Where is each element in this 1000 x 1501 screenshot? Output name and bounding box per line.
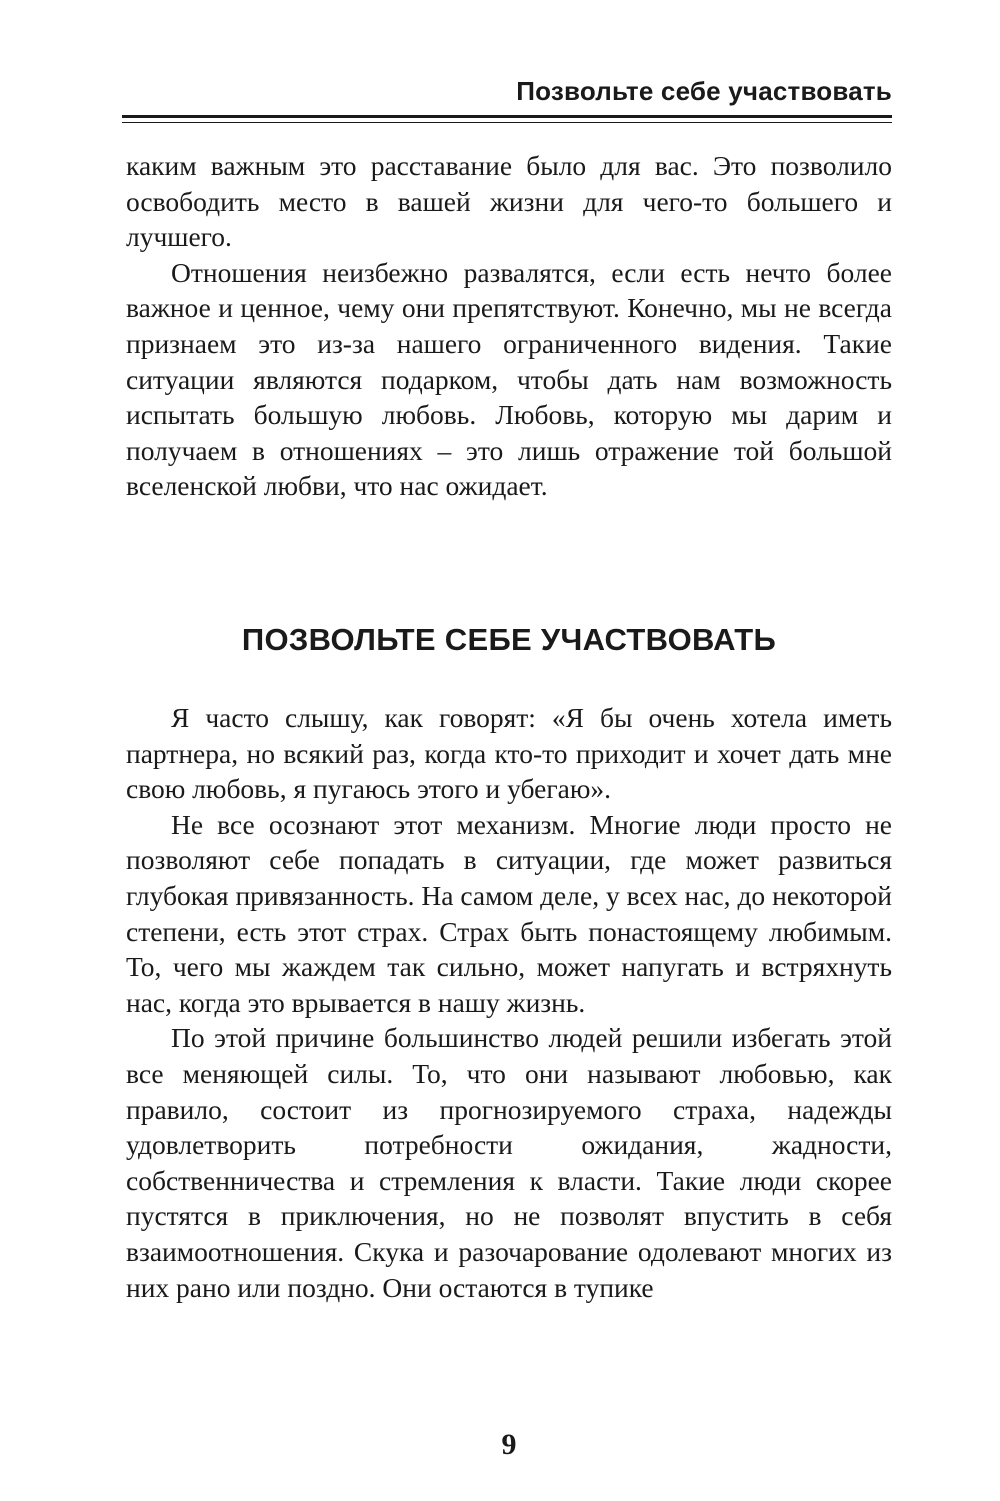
header-rule-thin bbox=[122, 122, 892, 123]
paragraph: Я часто слышу, как говорят: «Я бы очень хотела иметь партнера, но всякий раз, когда кто-то приходит и хочет дать мне свою любовь, я пугаюсь этого и убегаю». bbox=[126, 702, 892, 805]
body-text-before-heading bbox=[126, 148, 892, 504]
paragraph: Отношения неизбежно развалятся, если есть нечто более важное и ценное, чему они препятствуют. Конечно, мы не всегда признаем это из-за нашего ограниченного видения. Такие ситуации являются подарком, чтобы дать нам возможность испытать большую любовь. Любовь, которую мы дарим и получаем в отношениях – это лишь отражение той большой вселенской любви, что нас ожидает. bbox=[126, 256, 892, 502]
paragraph-continued: каким важным это расставание было для вас. Это позволило освободить место в вашей жизни для чего-то большего и лучшего. bbox=[126, 150, 892, 253]
paragraph: По этой причине большинство людей решили избегать этой все меняющей силы. То, что они называют любовью, как правило, состоит из прогнозируемого страха, надежды удовлетворить потребности ожидания, жадности, собственничества и стремления к власти. Такие люди скорее пустятся в приключения, но не позволят впустить в себя взаимоотношения. Скука и разочарование одолевают многих из них рано или поздно. Они остаются в тупике bbox=[126, 1022, 892, 1303]
running-header-title: Позвольте себе участвовать bbox=[516, 76, 892, 106]
body-text-after-heading bbox=[126, 700, 892, 1305]
paragraph: Не все осознают этот механизм. Многие люди просто не позволяют себе попадать в ситуации, где может развиться глубокая привязанность. На самом деле, у всех нас, до некоторой степени, есть этот страх. Страх быть понастоящему любимым. То, чего мы жаждем так сильно, может напугать и встряхнуть нас, когда это врывается в нашу жизнь. bbox=[126, 808, 892, 1018]
section-heading: ПОЗВОЛЬТЕ СЕБЕ УЧАСТВОВАТЬ bbox=[241, 622, 777, 657]
page-number: 9 bbox=[501, 1428, 517, 1461]
header-rule-thick bbox=[122, 115, 892, 118]
